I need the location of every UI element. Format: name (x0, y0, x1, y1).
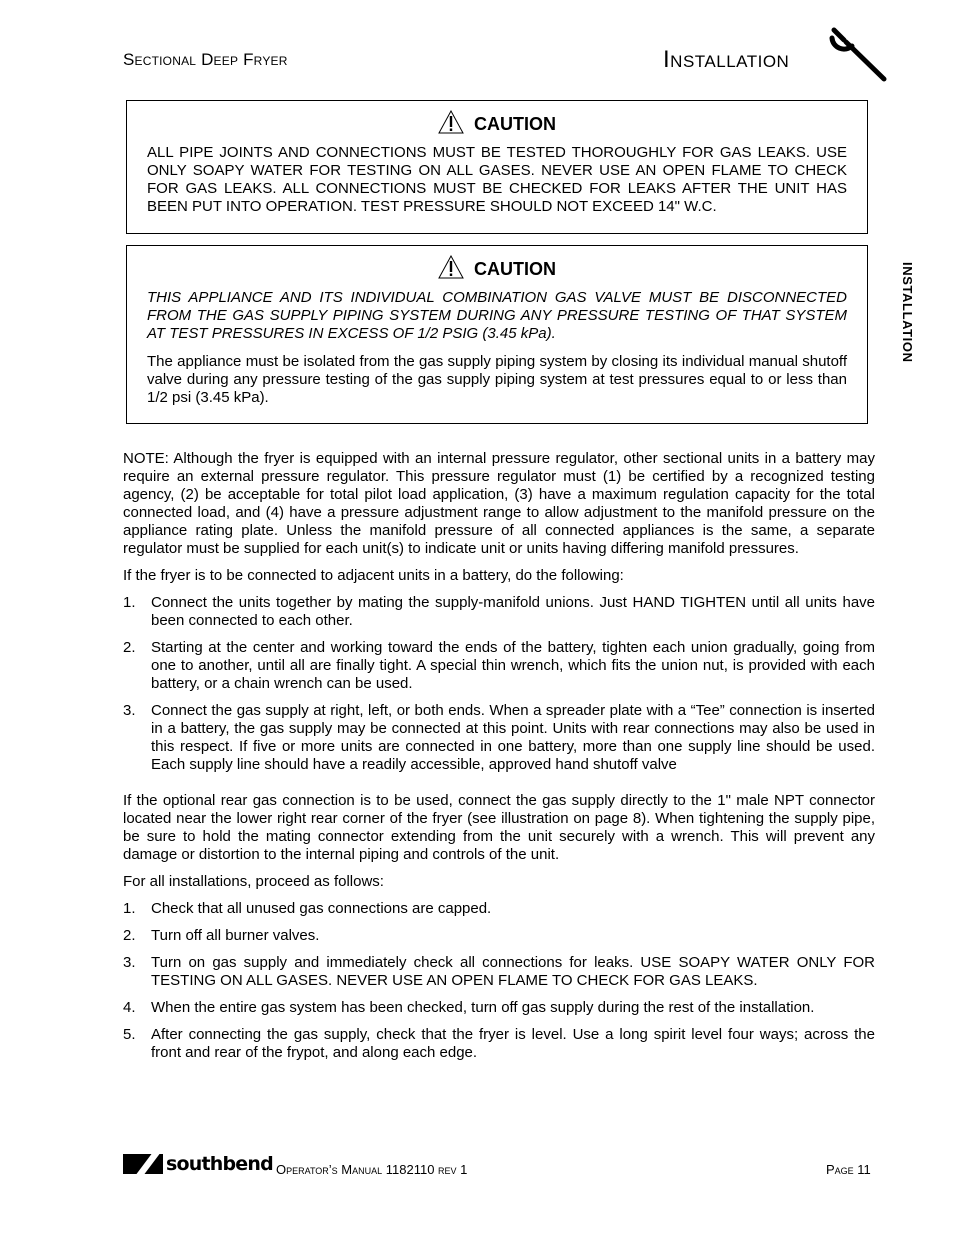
list-item-text: Turn off all burner valves. (151, 927, 320, 944)
caution-text: ALL PIPE JOINTS AND CONNECTIONS MUST BE TESTED THOROUGHLY FOR GAS LEAKS. USE ONLY SOAPY WATER FOR TESTING ON ALL GASES. NEVER USE AN OPEN FLAME TO CHECK FOR GAS LEAKS. ALL CONNECTIONS MUST BE CHECKED FOR LEAKS AFTER THE UNIT HAS BEEN PUT INTO OPERATION. TEST PRESSURE SHOULD NOT EXCEED 14" W.C. (147, 144, 847, 215)
list-number: 2. (123, 639, 136, 656)
southbend-logo-text: southbend (166, 1153, 273, 1175)
body-text (123, 450, 875, 1071)
list-item-text: When the entire gas system has been checked, turn off gas supply during the rest of the installation. (151, 999, 815, 1016)
document-header-title: Sectional Deep Fryer (123, 50, 288, 69)
caution-heading-text: CAUTION (474, 259, 556, 279)
list-item (123, 927, 875, 945)
caution-text: The appliance must be isolated from the gas supply piping system by closing its individual manual shutoff valve during any pressure testing of the gas supply piping system at test pressures equal to or less than 1/2 psi (3.45 kPa). (147, 353, 847, 406)
rear-connection-paragraph: If the optional rear gas connection is to be used, connect the gas supply directly to the 1" male NPT connector located near the lower right rear corner of the fryer (see illustration on page 8). When tightening the supply pipe, be sure to hold the mating connector extending from the unit securely with a wrench. This will prevent any damage or distortion to the internal piping and controls of the unit. (123, 792, 875, 863)
southbend-logo (123, 1150, 273, 1178)
list-item (123, 594, 875, 630)
all-installations-intro: For all installations, proceed as follows: (123, 873, 384, 890)
list-number: 3. (123, 954, 136, 971)
caution-box-pressure-testing (126, 245, 868, 424)
list-item (123, 999, 875, 1017)
battery-intro: If the fryer is to be connected to adjacent units in a battery, do the following: (123, 567, 624, 584)
list-item-text: After connecting the gas supply, check that the fryer is level. Use a long spirit level four ways; across the front and rear of the frypot, and along each edge. (151, 1026, 875, 1061)
list-item (123, 900, 875, 918)
list-item-text: Connect the gas supply at right, left, or both ends. When a spreader plate with a “Tee” connection is inserted in a battery, the gas supply may be connected at this point. Units with rear connections may also be used in this respect. If five or more units are connected in one battery, more than one supply line should be used. Each supply line should have a readily accessible, approved hand shutoff valve (151, 702, 875, 773)
caution-heading (147, 110, 847, 136)
page-number: Page 11 (826, 1162, 871, 1177)
list-item (123, 702, 875, 774)
section-title: Installation (663, 46, 790, 73)
list-item (123, 639, 875, 693)
list-number: 2. (123, 927, 136, 944)
manual-reference: Operator’s Manual 1182110 rev 1 (276, 1162, 468, 1177)
southbend-logo-mark (123, 1150, 163, 1178)
caution-box-gas-leaks (126, 100, 868, 234)
side-tab-label: INSTALLATION (900, 262, 915, 363)
list-item (123, 1026, 875, 1062)
list-number: 1. (123, 900, 136, 917)
warning-triangle-icon (438, 255, 464, 279)
list-number: 3. (123, 702, 136, 719)
list-item-text: Connect the units together by mating the supply-manifold unions. Just HAND TIGHTEN until all units have been connected to each other. (151, 594, 875, 629)
list-item-text: Check that all unused gas connections are capped. (151, 900, 492, 917)
caution-heading (147, 255, 847, 281)
caution-heading-text: CAUTION (474, 114, 556, 134)
list-item (123, 954, 875, 990)
list-number: 4. (123, 999, 136, 1016)
list-number: 1. (123, 594, 136, 611)
all-installations-steps-list (123, 900, 875, 1062)
regulator-note: NOTE: Although the fryer is equipped with an internal pressure regulator, other sectional units in a battery may require an external pressure regulator. This pressure regulator must (1) be certified by a recognized testing agency, (2) be acceptable for total pilot load application, (3) have a maximum regulation capacity for the total connected load, and (4) have a pressure adjustment range to allow adjustment to the manifold pressure on the appliance rating plate. Unless the manifold pressure of all connected appliances is the same, a separate regulator must be supplied for each unit(s) to indicate unit or units having differing manifold pressures. (123, 450, 875, 557)
wrench-icon (826, 24, 888, 84)
list-number: 5. (123, 1026, 136, 1043)
list-item-text: Starting at the center and working toward the ends of the battery, tighten each union gradually, going from one to another, until all are finally tight. A special thin wrench, which fits the union nut, is provided with each battery, or a chain wrench can be used. (151, 639, 875, 692)
warning-triangle-icon (438, 110, 464, 134)
list-item-text: Turn on gas supply and immediately check all connections for leaks. USE SOAPY WATER ONLY FOR TESTING ON ALL GASES. NEVER USE AN OPEN FLAME TO CHECK FOR GAS LEAKS. (151, 954, 875, 989)
side-tab (900, 262, 922, 372)
battery-steps-list (123, 594, 875, 774)
caution-italic-text: THIS APPLIANCE AND ITS INDIVIDUAL COMBINATION GAS VALVE MUST BE DISCONNECTED FROM THE GAS SUPPLY PIPING SYSTEM DURING ANY PRESSURE TESTING OF THAT SYSTEM AT TEST PRESSURES IN EXCESS OF 1/2 PSIG (3.45 kPa). (147, 289, 847, 342)
